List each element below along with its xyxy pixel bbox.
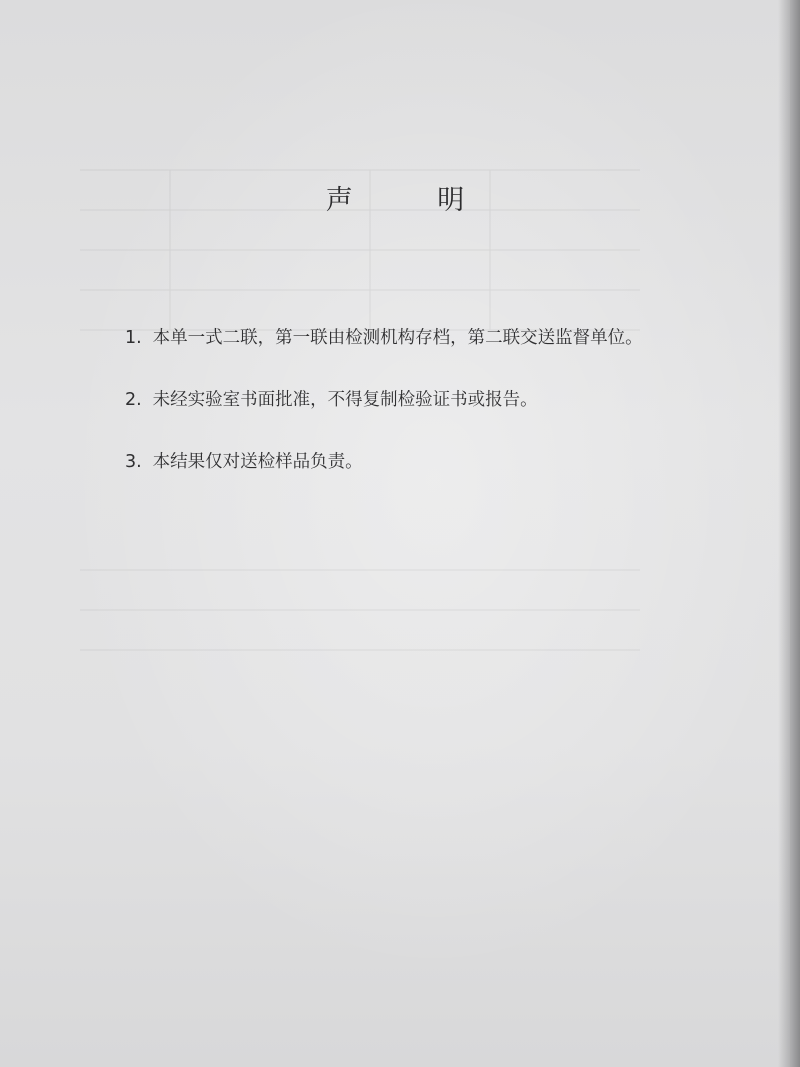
- clause-text: 未经实验室书面批准，不得复制检验证书或报告。: [152, 390, 538, 410]
- clause-number: 3.: [125, 452, 142, 472]
- list-item: [125, 322, 745, 354]
- paper-edge-shadow: [778, 0, 800, 1067]
- list-item: [125, 384, 745, 416]
- list-item: [125, 446, 745, 478]
- clause-list: [125, 322, 745, 508]
- clause-text: 本结果仅对送检样品负责。: [152, 452, 363, 472]
- clause-number: 1.: [125, 328, 142, 348]
- clause-text: 本单一式二联，第一联由检测机构存档，第二联交送监督单位。: [152, 328, 643, 348]
- page-title: 声 明: [325, 185, 503, 216]
- clause-number: 2.: [125, 390, 142, 410]
